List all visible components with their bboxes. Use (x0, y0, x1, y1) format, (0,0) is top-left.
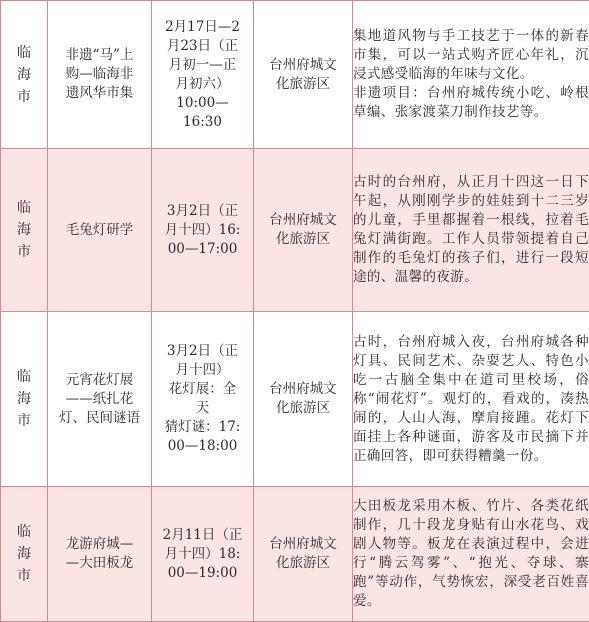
description-cell: 集地道风物与手工技艺于一体的新春市集，可以一站式购齐匠心年礼，沉浸式感受临海的年味与文化。 非遗项目：台州府城传统小吃、岭根草编、张家渡菜刀制作技艺等。 (353, 1, 589, 149)
city-cell: 临 海 市 (1, 312, 48, 487)
description-cell: 古时的台州府，从正月十四这一日下午起，从刚刚学步的娃娃到十二三岁的儿童，手里都握着一根线，拉着毛兔灯满街跑。工作人员带领提着自己制作的毛兔灯的孩子们，进行一段短途的、温馨的夜游。 (353, 149, 589, 312)
event-time-cell: 2月17日—2 月23日（正 月初一—正 月初六） 10:00— 16:30 (152, 1, 254, 149)
event-name-cell: 毛兔灯研学 (48, 149, 152, 312)
event-time-cell: 3月2日（正 月十四）16: 00—17:00 (152, 149, 254, 312)
venue-cell: 台州府城文 化旅游区 (254, 149, 353, 312)
venue-cell: 台州府城文 化旅游区 (254, 487, 353, 622)
city-cell: 临 海 市 (1, 1, 48, 149)
event-name-cell: 非遗“马”上 购—临海非 遗风华市集 (48, 1, 152, 149)
table-row (1, 487, 589, 622)
city-cell: 临 海 市 (1, 487, 48, 622)
table-row (1, 312, 589, 487)
venue-cell: 台州府城文 化旅游区 (254, 1, 353, 149)
event-time-cell: 3月2日（正 月十四） 花灯展：全 天 猜灯谜：17: 00—18:00 (152, 312, 254, 487)
table-row (1, 1, 589, 149)
venue-cell: 台州府城文 化旅游区 (254, 312, 353, 487)
event-name-cell: 龙游府城— —大田板龙 (48, 487, 152, 622)
event-time-cell: 2月11日（正 月十四）18: 00—19:00 (152, 487, 254, 622)
description-cell: 大田板龙采用木板、竹片、各类花纸制作，几十段龙身贴有山水花鸟、戏剧人物等。板龙在表演过程中，会进行“腾云驾雾”、“抱光、夺球、寨跑”等动作，气势恢宏，深受老百姓喜爱。 (353, 487, 589, 622)
city-cell: 临 海 市 (1, 149, 48, 312)
description-cell: 古时，台州府城入夜，台州府城各种灯具、民间艺术、杂耍艺人、特色小吃一古脑全集中在道司里校场，俗称“闹花灯”。观灯的，看戏的，凑热闹的，人山人海，摩肩接踵。花灯下面挂上各种谜面，游客及市民摘下并正确回答，即可获得糟羹一份。 (353, 312, 589, 487)
table-row (1, 149, 589, 312)
event-name-cell: 元宵花灯展 ——纸扎花 灯、民间谜语 (48, 312, 152, 487)
